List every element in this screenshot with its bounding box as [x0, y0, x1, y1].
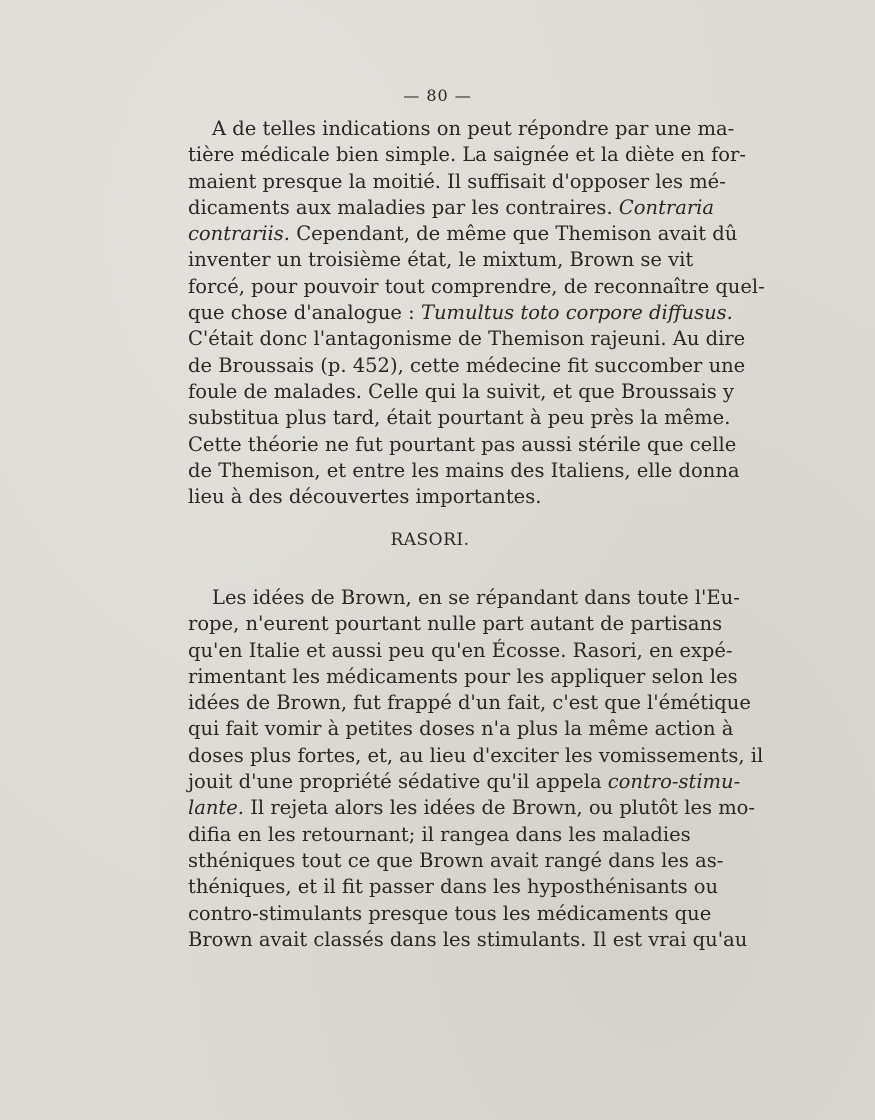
line-text: Brown avait classés dans les stimulants. Il est vrai qu'au: [188, 927, 748, 951]
italic-phrase: contro-stimu-: [607, 770, 741, 794]
text-line: [188, 664, 738, 690]
text-line: [188, 638, 733, 664]
line-text: qui fait vomir à petites doses n'a plus la même action à: [188, 717, 734, 741]
text-line: [188, 716, 734, 742]
text-line: [188, 432, 737, 458]
text-line: [188, 142, 746, 168]
paragraph-2: [188, 585, 764, 953]
line-text: difia en les retournant; il rangea dans les maladies: [188, 822, 691, 846]
italic-phrase: Tumultus toto corpore diffusus.: [420, 301, 733, 325]
line-text: tière médicale bien simple. La saignée et la diète en for-: [188, 143, 746, 167]
text-line: [188, 927, 748, 953]
line-text: inventer un troisième état, le mixtum, Brown se vit: [188, 248, 694, 272]
text-line: [188, 353, 746, 379]
text-line: [188, 274, 765, 300]
line-text: Cette théorie ne fut pourtant pas aussi stérile que celle: [188, 432, 737, 456]
line-text: forcé, pour pouvoir tout comprendre, de reconnaître quel-: [188, 274, 765, 298]
text-line: [188, 300, 733, 326]
text-line: [188, 379, 735, 405]
paragraph-1: [188, 116, 765, 510]
line-text: lieu à des découvertes importantes.: [188, 485, 542, 509]
line-text: dicaments aux maladies par les contraires.: [188, 195, 619, 219]
line-text: doses plus fortes, et, au lieu d'exciter les vomissements, il: [188, 743, 764, 767]
text-line: [188, 458, 740, 484]
text-line: [188, 769, 741, 795]
text-line: [188, 611, 723, 637]
line-text: jouit d'une propriété sédative qu'il appela: [188, 770, 608, 794]
line-text: Les idées de Brown, en se répandant dans toute l'Eu-: [212, 586, 740, 609]
page-number: — 80 —: [403, 86, 472, 105]
line-text: que chose d'analogue :: [188, 301, 421, 325]
line-text: de Themison, et entre les mains des Italiens, elle donna: [188, 458, 740, 482]
line-text: maient presque la moitié. Il suffisait d'opposer les mé-: [188, 169, 726, 193]
line-text: contro-stimulants presque tous les médicaments que: [188, 901, 712, 925]
text-line: [188, 169, 726, 195]
italic-phrase: contrariis.: [188, 222, 291, 246]
text-line: [188, 585, 740, 611]
italic-phrase: Contraria: [618, 195, 715, 219]
line-text: qu'en Italie et aussi peu qu'en Écosse. Rasori, en expé-: [188, 638, 733, 662]
text-line: [188, 221, 738, 247]
text-line: [188, 326, 746, 352]
line-text: C'était donc l'antagonisme de Themison rajeuni. Au dire: [188, 327, 746, 351]
text-line: [188, 848, 724, 874]
line-text: Il rejeta alors les idées de Brown, ou plutôt les mo-: [244, 796, 756, 820]
text-line: [188, 822, 691, 848]
line-text: sthéniques tout ce que Brown avait rangé dans les as-: [188, 848, 724, 872]
line-text: foule de malades. Celle qui la suivit, et que Broussais y: [188, 379, 735, 403]
text-line: [188, 405, 731, 431]
line-text: de Broussais (p. 452), cette médecine fit succomber une: [188, 353, 746, 377]
text-line: [188, 484, 680, 510]
text-line: [188, 795, 756, 821]
line-text: substitua plus tard, était pourtant à peu près la même.: [188, 406, 731, 430]
text-line: [188, 743, 764, 769]
line-text: idées de Brown, fut frappé d'un fait, c'est que l'émétique: [188, 691, 751, 715]
italic-phrase: lante.: [188, 796, 244, 820]
text-line: [188, 116, 735, 142]
line-text: théniques, et il fit passer dans les hyposthénisants ou: [188, 875, 719, 899]
line-text: A de telles indications on peut répondre par une ma-: [212, 117, 735, 140]
text-line: [188, 901, 712, 927]
line-text: rimentant les médicaments pour les appliquer selon les: [188, 664, 738, 688]
text-line: [188, 874, 719, 900]
text-line: [188, 690, 751, 716]
line-text: Cependant, de même que Themison avait dû: [290, 222, 738, 246]
text-line: [188, 247, 694, 273]
text-line: [188, 195, 715, 221]
section-heading: RASORI.: [390, 530, 470, 550]
line-text: rope, n'eurent pourtant nulle part autant de partisans: [188, 612, 723, 636]
